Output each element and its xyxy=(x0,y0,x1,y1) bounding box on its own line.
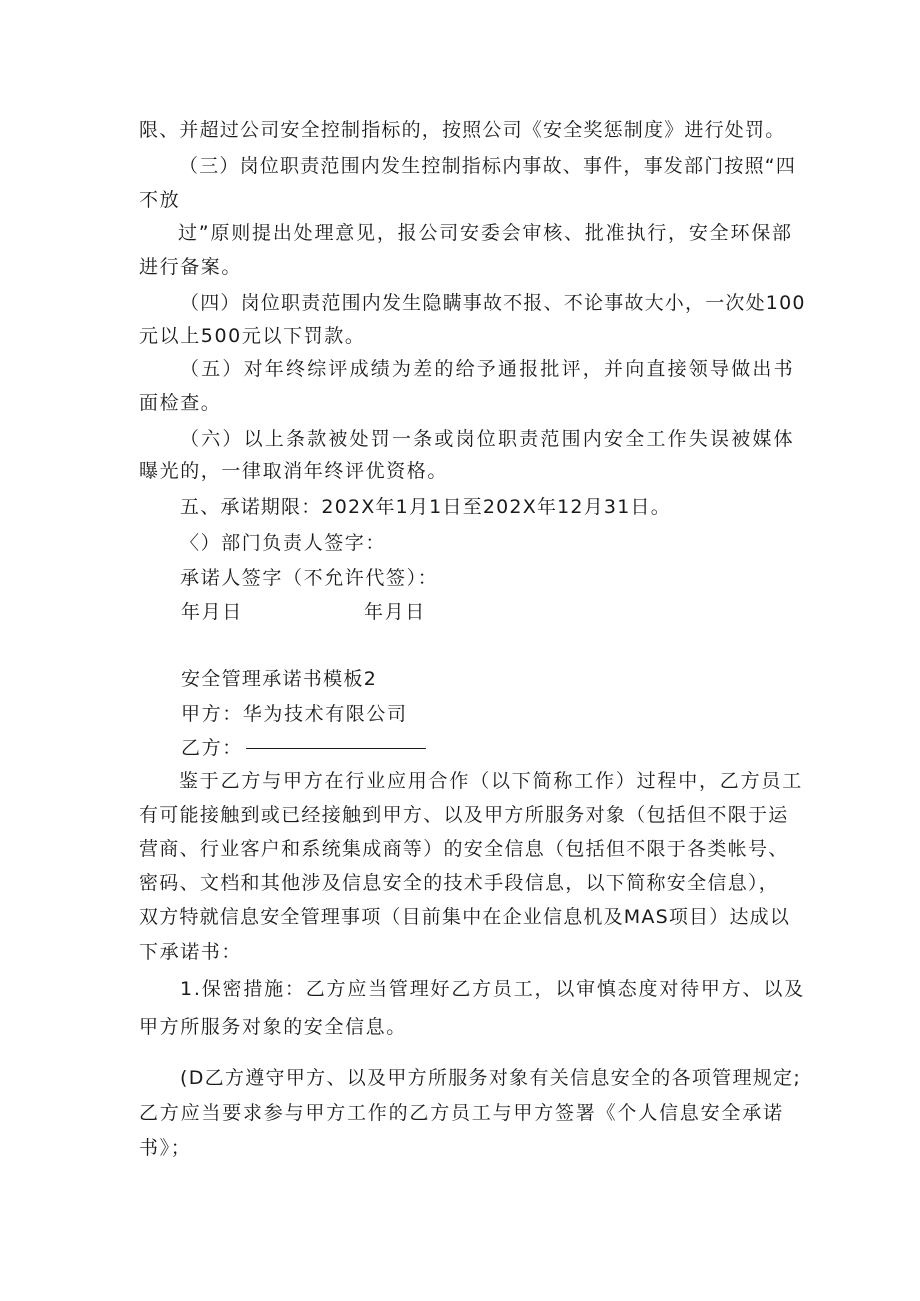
paragraph-line: 进行备案。 xyxy=(139,256,243,278)
paragraph-line: 乙方应当要求参与甲方工作的乙方员工与甲方签署《个人信息安全承诺 xyxy=(139,1102,784,1124)
paragraph-line: 限、并超过公司安全控制指标的，按照公司《安全奖惩制度》进行处罚。 xyxy=(139,119,786,141)
paragraph-line: 有可能接触到或已经接触到甲方、以及甲方所服务对象（包括但不限于运 xyxy=(139,804,789,826)
paragraph-line: 1.保密措施：乙方应当管理好乙方员工，以审慎态度对待甲方、以及 xyxy=(180,978,805,1000)
paragraph-line: 书》； xyxy=(139,1137,192,1159)
paragraph-line: 不放 xyxy=(139,189,181,211)
paragraph-line: （四）岗位职责范围内发生隐瞒事故不报、不论事故大小，一次处100 xyxy=(180,292,806,314)
party-b-blank xyxy=(246,748,426,749)
dept-head-signature-label: 〈）部门负责人签字： xyxy=(180,532,387,554)
commitment-period: 五、承诺期限：202X年1月1日至202X年12月31日。 xyxy=(180,496,671,518)
paragraph-line: 过”原则提出处理意见，报公司安委会审核、批准执行，安全环保部 xyxy=(178,222,793,244)
paragraph-line: 营商、行业客户和系统集成商等）的安全信息（包括但不限于各类帐号、 xyxy=(139,838,789,860)
template-title: 安全管理承诺书模板2 xyxy=(181,668,378,690)
paragraph-line: （三）岗位职责范围内发生控制指标内事故、事件，事发部门按照“四 xyxy=(179,155,797,177)
paragraph-line: 双方特就信息安全管理事项（目前集中在企业信息机及MAS项目）达成以 xyxy=(139,906,791,928)
paragraph-line: (D乙方遵守甲方、以及甲方所服务对象有关信息安全的各项管理规定; xyxy=(180,1067,802,1089)
date-label-left: 年月日 xyxy=(181,601,243,623)
paragraph-line: 鉴于乙方与甲方在行业应用合作（以下简称工作）过程中，乙方员工 xyxy=(179,770,804,792)
promisor-signature-label: 承诺人签字（不允许代签）： xyxy=(180,567,439,589)
paragraph-line: 下承诺书： xyxy=(139,941,243,963)
paragraph-line: 元以上500元以下罚款。 xyxy=(139,325,366,347)
date-label-right: 年月日 xyxy=(364,601,426,623)
paragraph-line: 曝光的，一律取消年终评优资格。 xyxy=(139,460,449,482)
paragraph-line: （五）对年终综评成绩为差的给予通报批评，并向直接领导做出书 xyxy=(180,358,795,380)
party-b-label: 乙方： xyxy=(181,737,243,759)
paragraph-line: 甲方所服务对象的安全信息。 xyxy=(139,1016,407,1038)
party-a: 甲方：华为技术有限公司 xyxy=(181,703,408,725)
paragraph-line: 密码、文档和其他涉及信息安全的技术手段信息，以下简称安全信息）， xyxy=(139,872,780,894)
paragraph-line: 面检查。 xyxy=(139,392,222,414)
paragraph-line: （六）以上条款被处罚一条或岗位职责范围内安全工作失误被媒体 xyxy=(180,428,795,450)
